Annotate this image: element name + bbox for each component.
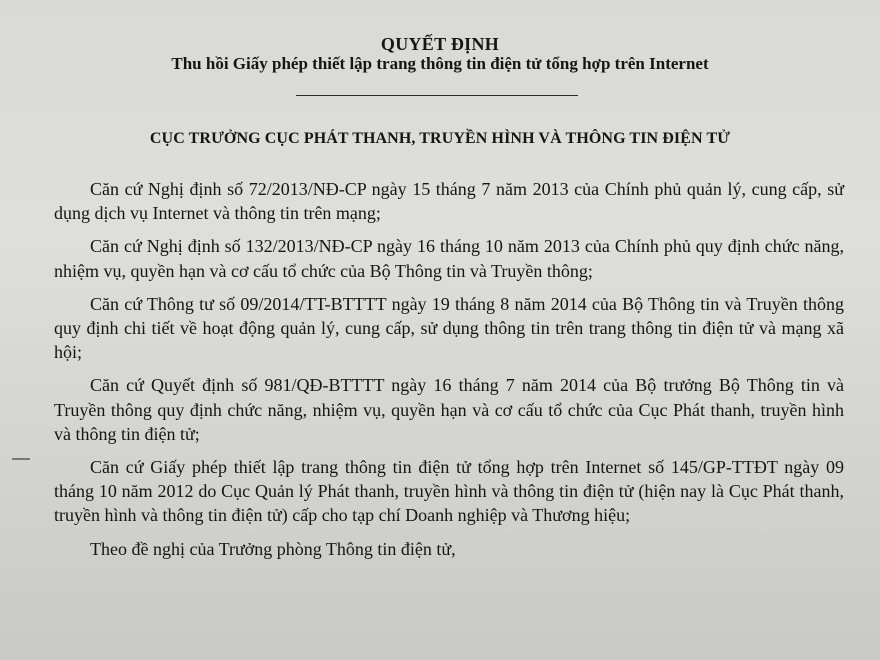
- issuing-authority: CỤC TRƯỞNG CỤC PHÁT THANH, TRUYỀN HÌNH VÀ THÔNG TIN ĐIỆN TỬ: [149, 130, 731, 147]
- paragraph-legal-basis-2: Căn cứ Nghị định số 132/2013/NĐ-CP ngày 16 tháng 10 năm 2013 của Chính phủ quy định chức năng, nhiệm vụ, quyền hạn và cơ cấu tổ chức của Bộ Thông tin và Truyền thông;: [54, 236, 844, 281]
- paragraph-legal-basis-5: Căn cứ Giấy phép thiết lập trang thông tin điện tử tổng hợp trên Internet số 145/GP-TTĐT ngày 09 tháng 10 năm 2012 do Cục Quản lý Phát thanh, truyền hình và thông tin điện tử (hiện nay là Cục Phát thanh, truyền hình và thông tin điện tử) cấp cho tạp chí Doanh nghiệp và Thương hiệu;: [54, 457, 844, 526]
- paragraph-legal-basis-3: Căn cứ Thông tư số 09/2014/TT-BTTTT ngày 19 tháng 8 năm 2014 của Bộ Thông tin và Truyền thông quy định chi tiết về hoạt động quản lý, cung cấp, sử dụng thông tin trên trang thông tin điện tử và mạng xã hội;: [54, 293, 844, 363]
- document-subtitle: Thu hồi Giấy phép thiết lập trang thông tin điện tử tổng hợp trên Internet: [171, 54, 709, 73]
- paragraph-legal-basis-4: Căn cứ Quyết định số 981/QĐ-BTTTT ngày 16 tháng 7 năm 2014 của Bộ trưởng Bộ Thông tin và Truyền thông quy định chức năng, nhiệm vụ, quyền hạn và cơ cấu tổ chức của Cục Phát thanh, truyền hình và thông tin điện tử;: [54, 375, 844, 444]
- document-body: [54, 177, 844, 570]
- paper-edge-mark: [12, 458, 30, 460]
- document-title: QUYẾT ĐỊNH: [380, 34, 500, 54]
- paragraph-proposal: Theo đề nghị của Trưởng phòng Thông tin điện tử,: [90, 538, 456, 559]
- title-underline: [296, 95, 578, 96]
- paragraph-legal-basis-1: Căn cứ Nghị định số 72/2013/NĐ-CP ngày 15 tháng 7 năm 2013 của Chính phủ quản lý, cung cấp, sử dụng dịch vụ Internet và thông tin trên mạng;: [54, 179, 844, 224]
